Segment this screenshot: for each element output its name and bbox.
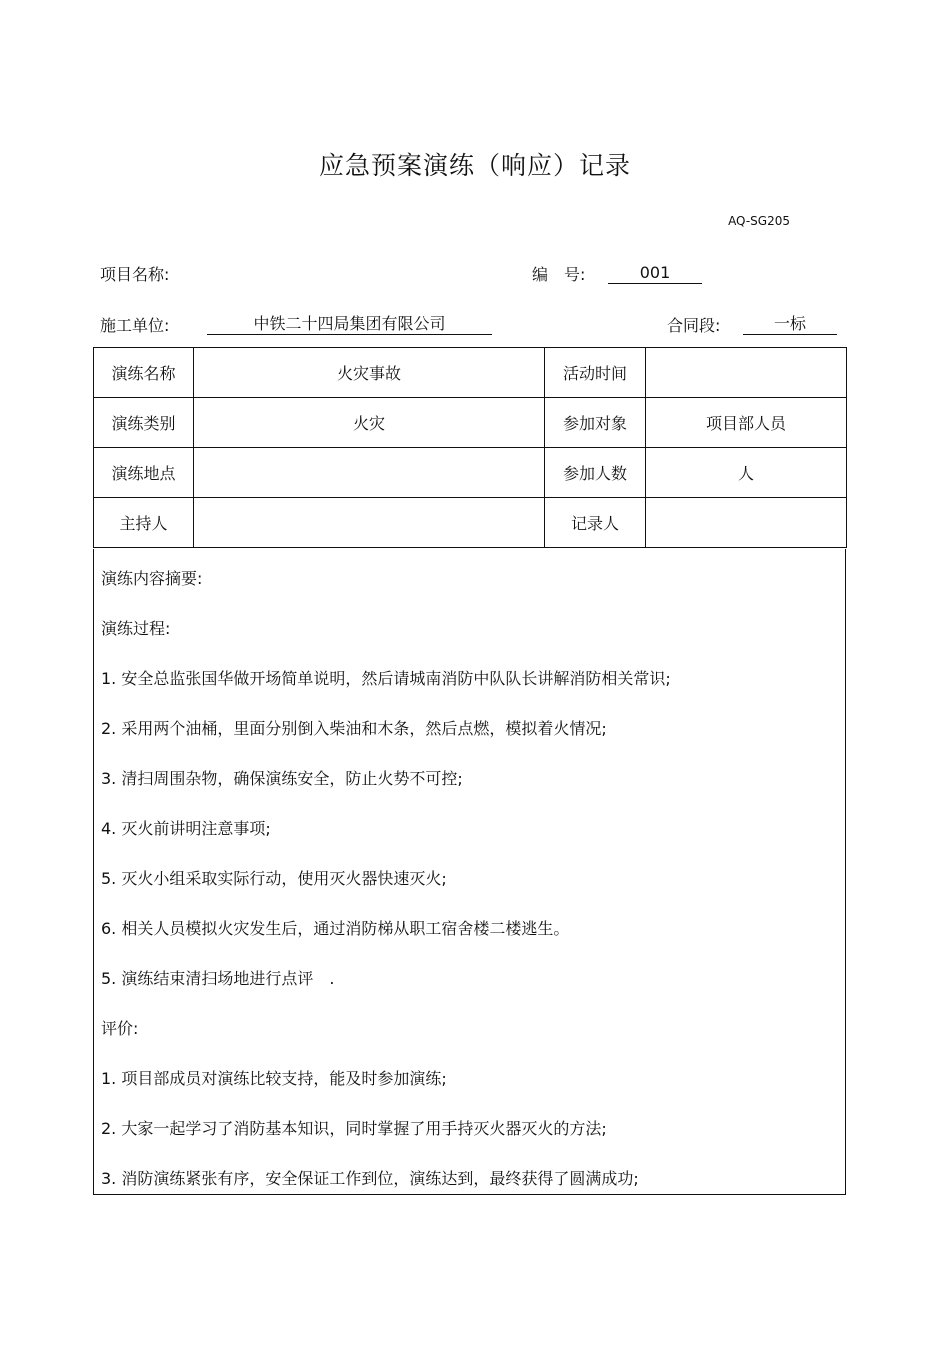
host-label: 主持人 [94, 498, 194, 548]
process-item: 4. 灭火前讲明注意事项; [101, 819, 271, 838]
participants-value: 项目部人员 [646, 398, 847, 448]
number-label: 编 号: [532, 265, 586, 284]
table-row [94, 448, 847, 498]
process-item: 6. 相关人员模拟火灾发生后，通过消防梯从职工宿舍楼二楼逃生。 [101, 919, 570, 938]
drill-name-value: 火灾事故 [194, 348, 545, 398]
participant-count-value: 人 [646, 448, 847, 498]
document-title: 应急预案演练（响应）记录 [318, 151, 631, 180]
drill-name-label: 演练名称 [94, 348, 194, 398]
evaluation-item: 2. 大家一起学习了消防基本知识，同时掌握了用手持灭火器灭火的方法; [101, 1119, 607, 1138]
project-name-label: 项目名称: [100, 265, 170, 284]
unit-label: 施工单位: [100, 316, 170, 335]
drill-category-value: 火灾 [194, 398, 545, 448]
contract-label: 合同段: [667, 316, 721, 335]
drill-info-table [93, 347, 847, 548]
drill-location-value [194, 448, 545, 498]
process-item: 5. 演练结束清扫场地进行点评 . [101, 969, 335, 988]
meta-row-project [100, 262, 845, 286]
activity-time-value [646, 348, 847, 398]
recorder-label: 记录人 [545, 498, 646, 548]
process-item: 1. 安全总监张国华做开场简单说明，然后请城南消防中队队长讲解消防相关常识; [101, 669, 671, 688]
evaluation-heading: 评价: [101, 1019, 139, 1038]
contract-value: 一标 [743, 313, 837, 335]
table-row [94, 348, 847, 398]
participant-count-label: 参加人数 [545, 448, 646, 498]
evaluation-item: 3. 消防演练紧张有序，安全保证工作到位，演练达到，最终获得了圆满成功; [101, 1169, 639, 1188]
activity-time-label: 活动时间 [545, 348, 646, 398]
summary-heading: 演练内容摘要: [101, 569, 203, 588]
drill-content-section [93, 549, 846, 1195]
process-item: 5. 灭火小组采取实际行动，使用灭火器快速灭火; [101, 869, 447, 888]
table-row [94, 398, 847, 448]
meta-row-unit [100, 313, 845, 337]
drill-category-label: 演练类别 [94, 398, 194, 448]
process-heading: 演练过程: [101, 619, 171, 638]
number-value: 001 [608, 262, 702, 284]
document-code: AQ-SG205 [728, 214, 790, 228]
host-value [194, 498, 545, 548]
participants-label: 参加对象 [545, 398, 646, 448]
process-item: 2. 采用两个油桶，里面分别倒入柴油和木条，然后点燃，模拟着火情况; [101, 719, 607, 738]
process-item: 3. 清扫周围杂物，确保演练安全，防止火势不可控; [101, 769, 463, 788]
recorder-value [646, 498, 847, 548]
drill-location-label: 演练地点 [94, 448, 194, 498]
unit-value: 中铁二十四局集团有限公司 [207, 313, 492, 335]
evaluation-item: 1. 项目部成员对演练比较支持，能及时参加演练; [101, 1069, 447, 1088]
table-row [94, 498, 847, 548]
